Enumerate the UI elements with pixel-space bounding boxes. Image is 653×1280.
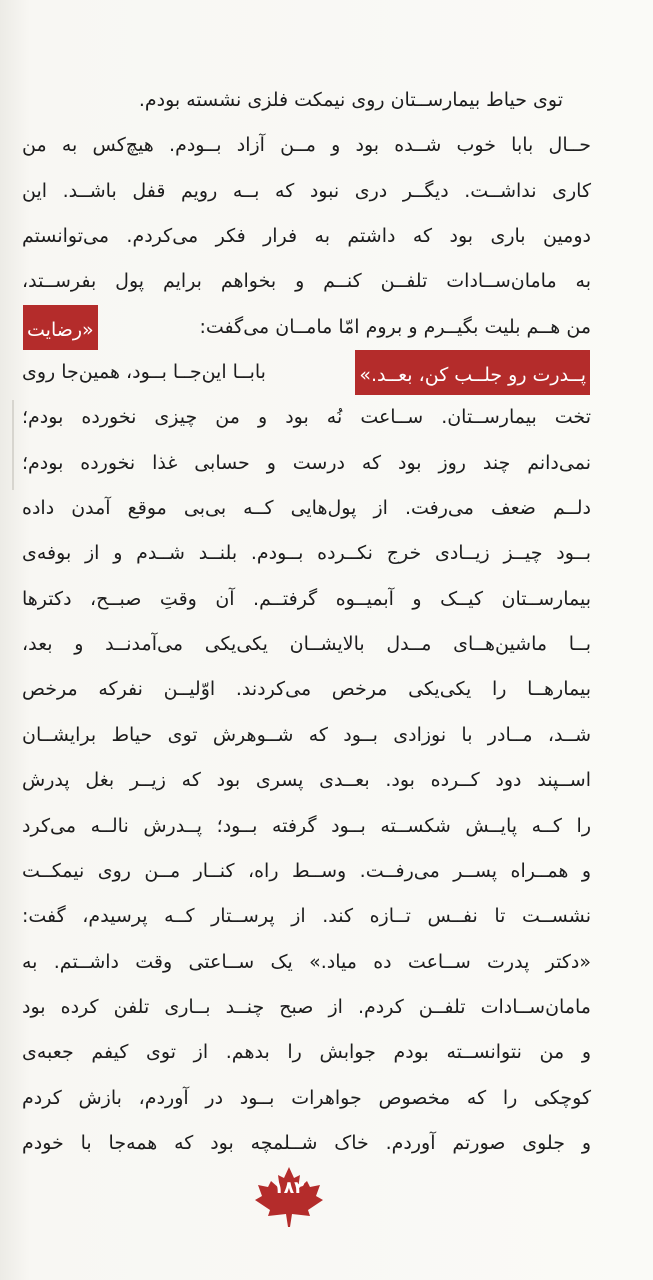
text-line: توی حیاط بیمارســتان روی نیمکت فلزی نشسته بودم. [138, 89, 563, 111]
text-line: دومین باری بود که داشتم به فرار فکر می‌کردم. می‌توانستم [22, 225, 591, 248]
text-line: و همــراه پســر می‌رفــت. وســط راه، کنــار مــن روی نیمکــت [22, 859, 591, 882]
page-number: ۱۸۲ [273, 1178, 305, 1198]
text-line: کوچکی را که مخصوص جواهرات بــود در آوردم، بازش کردم [22, 1086, 591, 1109]
page-edge-shadow [12, 400, 14, 490]
text-line: تخت بیمارســتان. ســاعت نُه بود و من چیزی نخورده بودم؛ [22, 406, 591, 429]
text-line: شــد، مــادر با نوزادی بــود که شــوهرش توی حیاط برایشــان [22, 723, 591, 746]
text-line: را کــه پایــش شکســته بــود گرفته بــود؛ پــدرش نالــه می‌کرد [22, 814, 591, 837]
text-line: بــود چیــز زیــادی خرج نکــرده بــودم. بلنــد شــدم و از بوفه‌ی [22, 542, 591, 565]
text-line: دلــم ضعف می‌رفت. از پول‌هایی کــه بی‌بی موقع آمدن داده [22, 497, 591, 520]
text-line: نشســت تا نفــس تــازه کند. از پرســتار کــه پرسیدم، گفت: [22, 905, 591, 928]
text-line: مامان‌ســادات تلفــن کردم. از صبح چنــد بــاری تلفن کرده بود [22, 995, 591, 1018]
text-line: بیمارهــا را یکی‌یکی مرخص می‌کردند. اوّلیــن نفرکه مرخص [22, 678, 591, 701]
text-line: بیمارســتان کیــک و آبمیــوه گرفتــم. آن وقتِ صبــح، دکترها [22, 587, 591, 610]
text-line: بــا ماشین‌هــای مــدل بالایشــان یکی‌یکی می‌آمدنــد و بعد، [22, 633, 591, 656]
text-line: نمی‌دانم چند روز بود که درست و حسابی غذا نخورده بودم؛ [22, 451, 591, 474]
text-line: «دکتر پدرت ســاعت ده میاد.» یک ســاعتی وقت داشــتم. به [22, 950, 591, 973]
text-line: اســپند دود کــرده بود. بعــدی پسری بود که زیــر بغل پدرش [22, 769, 591, 792]
text-line: و من نتوانســته بودم جوابش را بدهم. از توی کیفم جعبه‌ی [22, 1041, 591, 1064]
text-line-highlighted-1 [22, 305, 591, 350]
text-segment: من هــم بلیت بگیــرم و بروم امّا مامــان می‌گفت: [199, 315, 591, 338]
body-text [22, 78, 591, 1166]
highlighted-quote: پــدرت رو جلــب کن، بعــد.» [355, 350, 590, 395]
highlighted-quote: «رضایت [23, 305, 98, 350]
text-segment: بابــا این‌جــا بــود، همین‌جا روی [22, 361, 266, 384]
text-line-highlighted-2 [22, 350, 591, 395]
text-line: حــال بابا خوب شــده بود و مــن آزاد بــودم. هیچ‌کس به من [22, 134, 591, 157]
text-line: کاری نداشــت. دیگــر دری نبود که بــه رویم قفل باشــد. این [22, 179, 591, 202]
text-line: به مامان‌ســادات تلفــن کنــم و بخواهم برایم پول بفرســتد، [22, 270, 591, 293]
text-line: و جلوی صورتم آوردم. خاک شــلمچه بود که همه‌جا با خودم [22, 1131, 591, 1154]
